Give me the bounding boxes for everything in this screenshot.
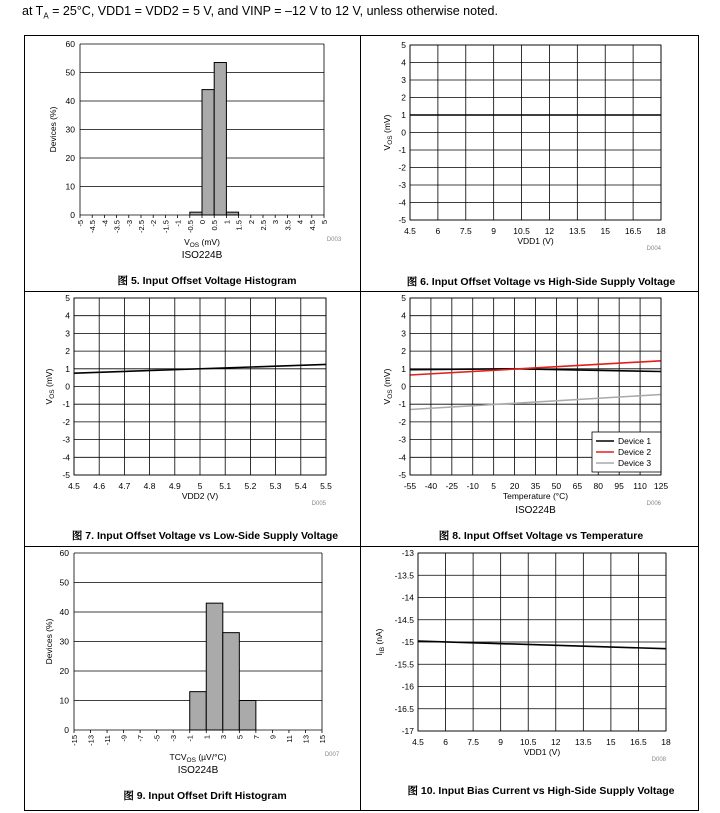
y-tick-label: 5	[401, 293, 406, 303]
header-prefix: at T	[22, 4, 44, 18]
x-tick-label: 6	[435, 226, 441, 236]
y-tick-label: 4	[65, 310, 70, 321]
y-tick-label: 1	[65, 363, 70, 374]
x-tick-label: -13	[86, 735, 96, 746]
y-tick-label: 4	[401, 310, 406, 321]
x-tick-label: 0	[198, 220, 207, 225]
figure-caption: 图 10. Input Bias Current vs High-Side Supply Voltage	[407, 785, 675, 797]
chart-fig7	[44, 293, 338, 542]
y-tick-label: 0	[64, 725, 69, 735]
y-tick-label: 60	[59, 548, 69, 558]
y-tick-label: -16.5	[394, 703, 414, 714]
histogram-bar	[226, 212, 238, 215]
x-tick-label: 5	[235, 735, 245, 740]
axis-label: VDD1 (V)	[517, 236, 554, 246]
x-tick-label: 5.1	[219, 481, 232, 491]
x-tick-label: 10.5	[513, 226, 530, 236]
x-tick-label: 80	[593, 481, 603, 491]
x-tick-label: -2	[149, 220, 159, 227]
figure-code: D005	[311, 501, 326, 507]
x-tick-label: 4.6	[93, 481, 106, 491]
chart-fig10	[374, 548, 675, 797]
chart-fig9	[44, 548, 340, 802]
figure-caption: 图 8. Input Offset Voltage vs Temperature	[438, 530, 644, 542]
x-tick-label: -5	[152, 735, 162, 742]
x-tick-label: -3	[124, 220, 134, 227]
y-tick-label: -3	[62, 434, 70, 445]
axis-label: Temperature (°C)	[502, 491, 569, 501]
x-tick-label: 35	[530, 481, 541, 491]
header-suffix: = 25°C, VDD1 = VDD2 = 5 V, and VINP = –12 V to 12 V, unless otherwise noted.	[48, 4, 498, 18]
y-tick-label: -1	[398, 399, 406, 410]
x-tick-label: 50	[551, 481, 562, 491]
x-tick-label: -4.5	[88, 220, 98, 233]
y-tick-label: -1	[398, 145, 406, 155]
axis-label: VDD2 (V)	[181, 491, 219, 501]
x-tick-label: 4.5	[404, 226, 416, 236]
legend-label: Device 2	[618, 447, 652, 457]
y-tick-label: 50	[65, 67, 75, 78]
y-tick-label: 10	[59, 695, 69, 706]
histogram-bar	[223, 633, 240, 730]
figure-caption: 图 9. Input Offset Drift Histogram	[123, 790, 287, 802]
figure-caption: 图 6. Input Offset Voltage vs High-Side Supply Voltage	[406, 276, 676, 288]
x-tick-label: 5.3	[269, 481, 282, 491]
y-tick-label: 0	[401, 381, 406, 392]
axis-label: $I_{IB}$ (nA)	[374, 628, 386, 656]
x-tick-label: 0.5	[210, 220, 220, 231]
x-tick-label: -40	[424, 481, 438, 491]
x-tick-label: 12	[544, 226, 555, 236]
x-tick-label: 12	[551, 737, 561, 747]
figure-code: D007	[324, 752, 340, 758]
x-tick-label: 13.5	[569, 226, 586, 236]
y-tick-label: 3	[401, 75, 406, 85]
x-tick-label: 16.5	[630, 737, 647, 747]
y-tick-label: 50	[59, 577, 69, 588]
x-tick-label: 1.5	[234, 220, 244, 231]
x-tick-label: 7.5	[459, 226, 472, 236]
histogram-bar	[202, 90, 214, 215]
x-tick-label: 4	[295, 220, 305, 225]
histogram-bar	[190, 692, 207, 730]
y-tick-label: 40	[65, 96, 75, 106]
x-tick-label: -55	[403, 481, 417, 491]
x-tick-label: 15	[600, 226, 610, 236]
legend-label: Device 3	[618, 458, 652, 468]
x-tick-label: 1	[222, 220, 232, 225]
y-tick-label: 1	[401, 110, 406, 120]
x-tick-label: 11	[284, 735, 294, 743]
y-tick-label: -13	[401, 548, 414, 558]
x-tick-label: 2	[246, 219, 256, 225]
histogram-bar	[239, 701, 256, 731]
x-tick-label: -4	[100, 220, 110, 227]
y-tick-label: 20	[65, 153, 75, 163]
x-tick-label: 10.5	[519, 737, 537, 747]
histogram-bar	[214, 63, 226, 215]
x-tick-label: 3.5	[283, 220, 293, 231]
y-tick-label: 5	[401, 40, 406, 50]
y-tick-label: 40	[59, 607, 69, 617]
x-tick-label: 9	[491, 226, 497, 236]
histogram-bar	[206, 603, 223, 730]
chart-fig5	[48, 39, 342, 287]
axis-label: $V_{OS}$ (mV)	[44, 368, 56, 405]
axis-label: VDD1 (V)	[523, 747, 561, 757]
y-tick-label: -13.5	[394, 570, 414, 581]
y-tick-label: -2	[398, 416, 406, 427]
x-tick-label: 4.7	[118, 481, 131, 491]
figure-code: D003	[326, 237, 342, 243]
x-tick-label: 7	[251, 735, 261, 740]
x-tick-label: 1	[202, 735, 212, 740]
figure-caption: 图 5. Input Offset Voltage Histogram	[117, 275, 297, 287]
chart-fig8	[382, 293, 668, 542]
x-tick-label: 4.5	[68, 481, 80, 491]
x-tick-label: 5.2	[244, 481, 257, 491]
x-tick-label: 18	[656, 226, 666, 236]
x-tick-label: -10	[466, 481, 479, 491]
x-tick-label: 15	[606, 737, 616, 747]
x-tick-label: -9	[119, 735, 129, 742]
x-tick-label: 9	[268, 735, 278, 740]
axis-label: Devices (%)	[44, 618, 54, 665]
y-tick-label: 4	[401, 57, 406, 68]
axis-label: Devices (%)	[48, 106, 58, 153]
x-tick-label: 6	[443, 737, 448, 747]
y-tick-label: -2	[62, 416, 70, 427]
x-tick-label: -15	[70, 735, 79, 746]
x-tick-label: 9	[498, 737, 504, 747]
y-tick-label: -15.5	[394, 659, 414, 670]
y-tick-label: -4	[398, 197, 406, 208]
header-subscript: A	[43, 11, 49, 21]
x-tick-label: -7	[136, 735, 146, 742]
chart-subtitle: ISO224B	[181, 250, 223, 261]
x-tick-label: 110	[633, 481, 647, 491]
x-tick-label: -0.5	[185, 220, 195, 233]
x-tick-label: -1	[185, 735, 195, 742]
y-tick-label: -5	[398, 470, 406, 480]
chart-subtitle: ISO224B	[515, 505, 556, 516]
y-tick-label: -2	[398, 162, 406, 173]
y-tick-label: 2	[65, 346, 70, 357]
x-tick-label: 5	[197, 481, 203, 491]
x-tick-label: 5	[320, 220, 329, 225]
x-tick-label: -2.5	[137, 220, 146, 233]
x-tick-label: -3.5	[112, 220, 122, 233]
figure-code: D006	[646, 501, 661, 507]
x-tick-label: 5.5	[320, 481, 332, 491]
y-tick-label: 60	[65, 39, 75, 49]
x-tick-label: -1	[173, 220, 183, 227]
y-tick-label: -3	[398, 434, 406, 445]
y-tick-label: -17	[401, 726, 414, 736]
x-tick-label: 5	[491, 481, 497, 491]
y-tick-label: 3	[401, 328, 406, 339]
x-tick-label: 4.9	[168, 481, 181, 491]
x-tick-label: 3	[271, 220, 281, 225]
x-tick-label: 16.5	[624, 226, 642, 236]
y-tick-label: -4	[398, 452, 406, 463]
y-tick-label: -1	[62, 399, 70, 410]
x-tick-label: -1.5	[161, 220, 171, 233]
x-tick-label: 15	[318, 735, 327, 744]
y-tick-label: 1	[401, 363, 406, 374]
y-tick-label: -16	[401, 681, 414, 692]
y-tick-label: 10	[65, 181, 75, 192]
y-tick-label: -14.5	[394, 614, 414, 625]
x-tick-label: 2.5	[259, 220, 268, 231]
chart-fig6	[382, 40, 675, 288]
y-tick-label: 0	[401, 127, 406, 138]
figure-code: D008	[651, 757, 666, 763]
x-tick-label: -11	[103, 735, 113, 746]
y-tick-label: 0	[70, 210, 75, 220]
x-tick-label: 5.4	[294, 481, 307, 491]
y-tick-label: 30	[65, 124, 75, 135]
x-tick-label: 3	[218, 735, 228, 740]
axis-label: $TCV_{OS}$ (µV/°C)	[169, 752, 227, 764]
y-tick-label: -3	[398, 180, 406, 190]
chart-subtitle: ISO224B	[177, 765, 219, 776]
x-tick-label: 7.5	[467, 737, 480, 747]
x-tick-label: 13	[301, 735, 311, 744]
x-tick-label: 13.5	[575, 737, 592, 747]
axis-label: $V_{OS}$ (mV)	[382, 114, 394, 151]
y-tick-label: -15	[401, 637, 414, 647]
panel-frame	[25, 36, 699, 811]
x-tick-label: 20	[509, 481, 520, 491]
x-tick-label: -5	[76, 220, 85, 227]
y-tick-label: -5	[62, 470, 70, 480]
y-tick-label: 2	[401, 346, 406, 357]
x-tick-label: -25	[445, 481, 458, 491]
y-tick-label: 5	[65, 293, 70, 303]
x-tick-label: 4.5	[307, 220, 317, 231]
x-tick-label: 18	[661, 737, 671, 747]
y-tick-label: 0	[65, 381, 70, 392]
y-tick-label: 2	[401, 92, 406, 103]
x-tick-label: -3	[169, 735, 179, 742]
histogram-bar	[190, 212, 202, 215]
y-tick-label: -5	[398, 215, 406, 225]
legend-label: Device 1	[618, 436, 652, 446]
x-tick-label: 4.8	[143, 481, 156, 491]
x-tick-label: 65	[572, 481, 583, 491]
x-tick-label: 125	[653, 481, 669, 491]
y-tick-label: -4	[62, 452, 70, 463]
figure-code: D004	[646, 246, 661, 252]
figure-caption: 图 7. Input Offset Voltage vs Low-Side Supply Voltage	[71, 530, 339, 542]
x-tick-label: 95	[614, 481, 624, 491]
x-tick-label: 4.5	[412, 737, 424, 747]
axis-label: $V_{OS}$ (mV)	[184, 237, 220, 249]
axis-label: $V_{OS}$ (mV)	[382, 368, 394, 405]
y-tick-label: 20	[59, 666, 69, 676]
y-tick-label: 3	[65, 328, 70, 339]
y-tick-label: -14	[401, 592, 414, 603]
y-tick-label: 30	[59, 636, 69, 647]
